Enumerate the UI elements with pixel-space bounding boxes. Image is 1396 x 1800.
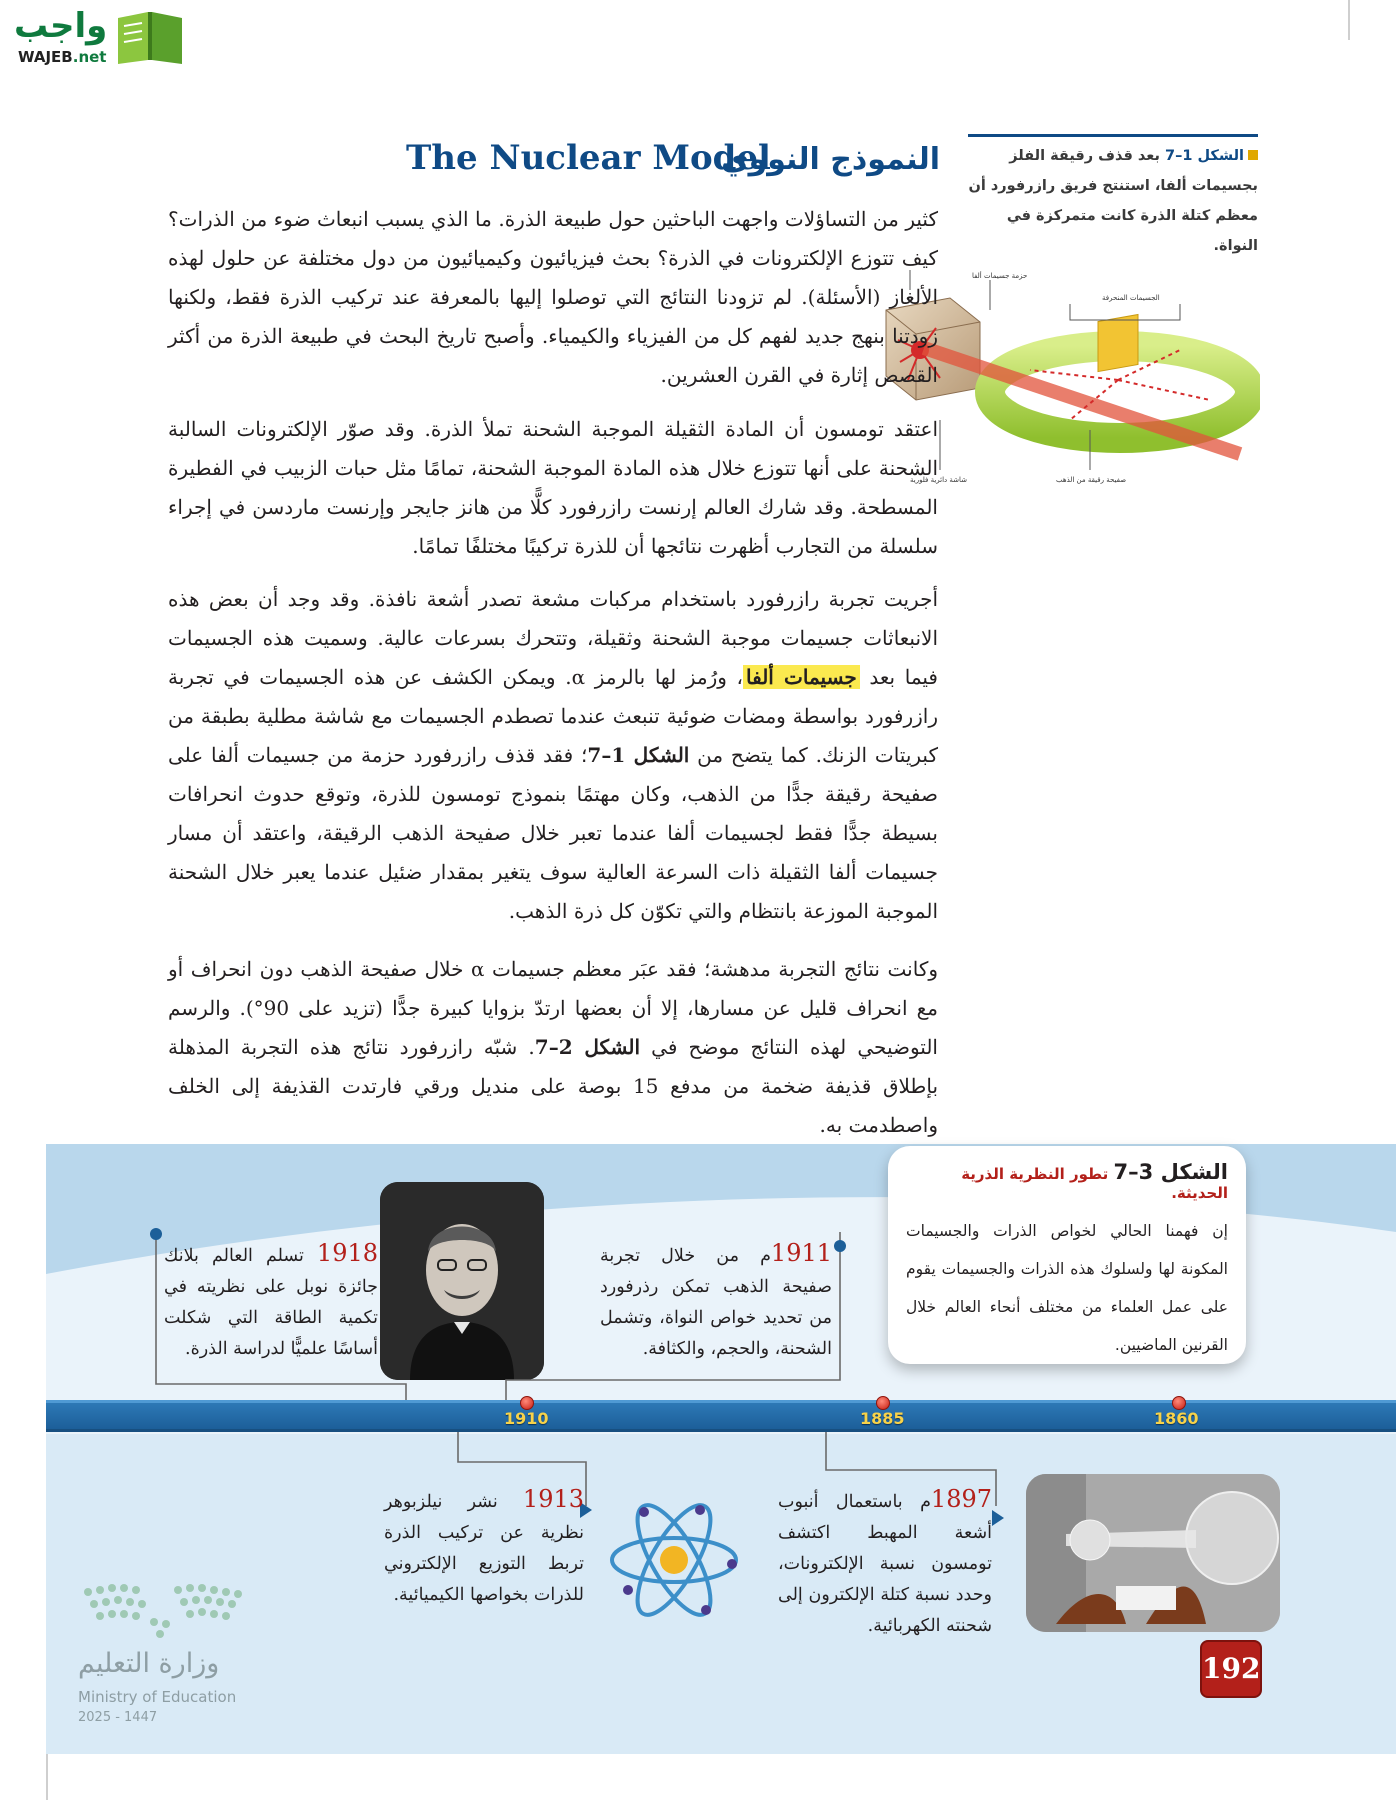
paragraph-2: اعتقد تومسون أن المادة الثقيلة الموجبة الشحنة تملأ الذرة. وقد صوّر الإلكترونات السالبة الشحنة على أنها تتوزع خلال هذه المادة الموجبة الشحنة، تمامًا مثل حبات الزبيب في الفطيرة المسطحة. وقد شارك العالم إرنست رازرفورد كلًّا من هانز جايجر وإرنست ماردسن في إجراء سلسلة من التجارب أظهرت نتائجها أن للذرة تركيبًا مختلفًا تمامًا. [168,417,938,558]
paragraph-1: كثير من التساؤلات واجهت الباحثين حول طبيعة الذرة. ما الذي يسبب انبعاث ضوء من الذرات؟ كيف تتوزع الإلكترونات في الذرة؟ بحث فيزيائيون وكيميائيون من دول مختلفة عن حلول لهذه الألغاز (الأسئلة). لم تزودنا النتائج التي توصلوا إليها بالمعرفة عند تركيب الذرة فقط، ولكنها زودتنا بنهج جديد لفهم كل من الفيزياء والكيمياء. وأصبح تاريخ البحث في طبيعة الذرة من أكثر القصص إثارة في القرن العشرين. [168,207,938,387]
event-1897-text: باستعمال أنبوب أشعة المهبط اكتشف تومسون نسبة الإلكترونات، وحدد نسبة كتلة الإلكترون إلى شحنته الكهربائية. [778,1492,992,1636]
event-1911-year: 1911 [770,1239,832,1267]
year-1860: 1860 [1154,1409,1199,1428]
beam-label: حزمة جسيمات ألفا [972,272,1028,280]
page-number: 192 [1200,1640,1262,1698]
year-1885: 1885 [860,1409,905,1428]
event-1913-year: 1913 [522,1485,584,1513]
logo-arabic: واجب [14,6,108,46]
ministry-english: Ministry of Education [78,1688,237,1706]
event-1897 [778,1484,992,1642]
ministry-year: 2025 - 1447 [78,1710,158,1725]
event-1897-suffix: م [920,1492,931,1512]
paragraph-4-part-a: وكانت نتائج التجربة مدهشة؛ فقد عبَر معظم جسيمات α خلال صفيحة الذهب دون انحراف أو مع انحراف قليل عن مسارها، إلا أن بعضها ارتدّ بزوايا كبيرة جدًّا (تزيد على 90°). والرسم التوضيحي لهذه النتائج موضح في [168,957,938,1059]
event-1913 [384,1484,584,1611]
section-title-english: The Nuclear Model [406,138,771,178]
event-1918 [164,1238,378,1365]
event-1918-text: تسلم العالم بلانك جائزة نوبل على نظريته في تكمية الطاقة التي شكلت أساسًا علميًّا لدراسة الذرة. [164,1246,378,1359]
ministry-dots-icon [78,1578,248,1642]
foil-label: صفيحة رقيقة من الذهب [1056,476,1127,484]
ministry-arabic: وزارة التعليم [78,1648,220,1679]
section-title-arabic: النموذج النووي [721,142,940,177]
figure-1-caption-text: بعد قذف رقيقة الفلز بجسيمات ألفا، استنتج فريق رازرفورد أن معظم كتلة الذرة كانت متمركزة في النواة. [968,148,1258,254]
event-1897-year: 1897 [930,1485,992,1513]
year-1910: 1910 [504,1409,549,1428]
key-term-alpha-particles: جسيمات ألفا [743,665,860,689]
deflected-label: الجسيمات المنحرفة [1102,294,1160,302]
event-1911 [600,1238,832,1365]
logo-tld: .net [72,48,107,66]
figure-1-label: الشكل 1–7 [1164,148,1244,164]
paragraph-3-part-c: ؛ فقد قذف رازرفورد حزمة من جسيمات ألفا على صفيحة رقيقة جدًّا من الذهب، وكان مهتمًا بنموذج تومسون للذرة، وتوقع حدوث انحرافات بسيطة جدًّا فقط لجسيمات ألفا عندما تعبر خلال صفيحة الذهب الرقيقة، واعتقد أن مسار جسيمات ألفا الثقيلة ذات السرعة العالية سوف يتغير بمقدار ضئيل عندما يعبر خلال الشحنة الموجبة الموزعة بانتظام والتي تكوّن كل ذرة الذهب. [168,743,938,923]
figure-3-text: إن فهمنا الحالي لخواص الذرات والجسيمات المكونة لها ولسلوك هذه الذرات والجسيمات يقوم على عمل العلماء من مختلف أنحاء العالم خلال القرنين الماضيين. [906,1222,1228,1354]
event-1918-dot [150,1228,162,1240]
figure-3-title: تطور النظرية الذرية الحديثة. [961,1165,1228,1202]
screen-label: شاشة دائرية فلورية [910,476,968,484]
figure-3-label: الشكل 3–7 [1113,1160,1228,1184]
paragraph-4-part-b: . شبّه رازرفورد نتائج هذه التجربة المذهلة بإطلاق قذيفة ضخمة من مدفع 15 بوصة على منديل ورقي فارتدت القذيفة إلى الخلف واصطدمت به. [168,1035,939,1137]
ministry-logo [74,1576,264,1736]
event-1911-text: من خلال تجربة صفيحة الذهب تمكن رذرفورد من تحديد خواص النواة، وتشمل الشحنة، والحجم، والكثافة. [600,1246,832,1359]
event-1897-arrow [992,1510,1004,1526]
event-1911-suffix: م [760,1246,771,1266]
event-1918-year: 1918 [316,1239,378,1267]
logo-latin-name: WAJEB [18,48,73,66]
event-1911-dot [834,1240,846,1252]
paragraph-3-part-a: أجريت تجربة رازرفورد باستخدام مركبات مشعة تصدر أشعة نافذة. وقد وجد أن بعض هذه الانبعاثات جسيمات موجبة الشحنة وثقيلة، وتتحرك بسرعات عالية. وسميت هذه الجسيمات فيما بعد [168,587,938,689]
figure-ref-1-7: الشكل 1–7 [587,743,690,767]
event-1913-text: نشر نيلزبوهر نظرية عن تركيب الذرة تربط التوزيع الإلكتروني للذرات بخواصها الكيميائية. [384,1492,584,1605]
figure-ref-2-7: الشكل 2–7 [534,1035,641,1059]
paragraph-3-part-b: ، ورُمز لها بالرمز α. ويمكن الكشف عن هذه الجسيمات في تجربة رازرفورد بواسطة ومضات ضوئية تنبعث عندما تصطدم الجسيمات مع شاشة مطلية بطبقة من كبريتات الزنك. كما يتضح من [168,665,938,767]
